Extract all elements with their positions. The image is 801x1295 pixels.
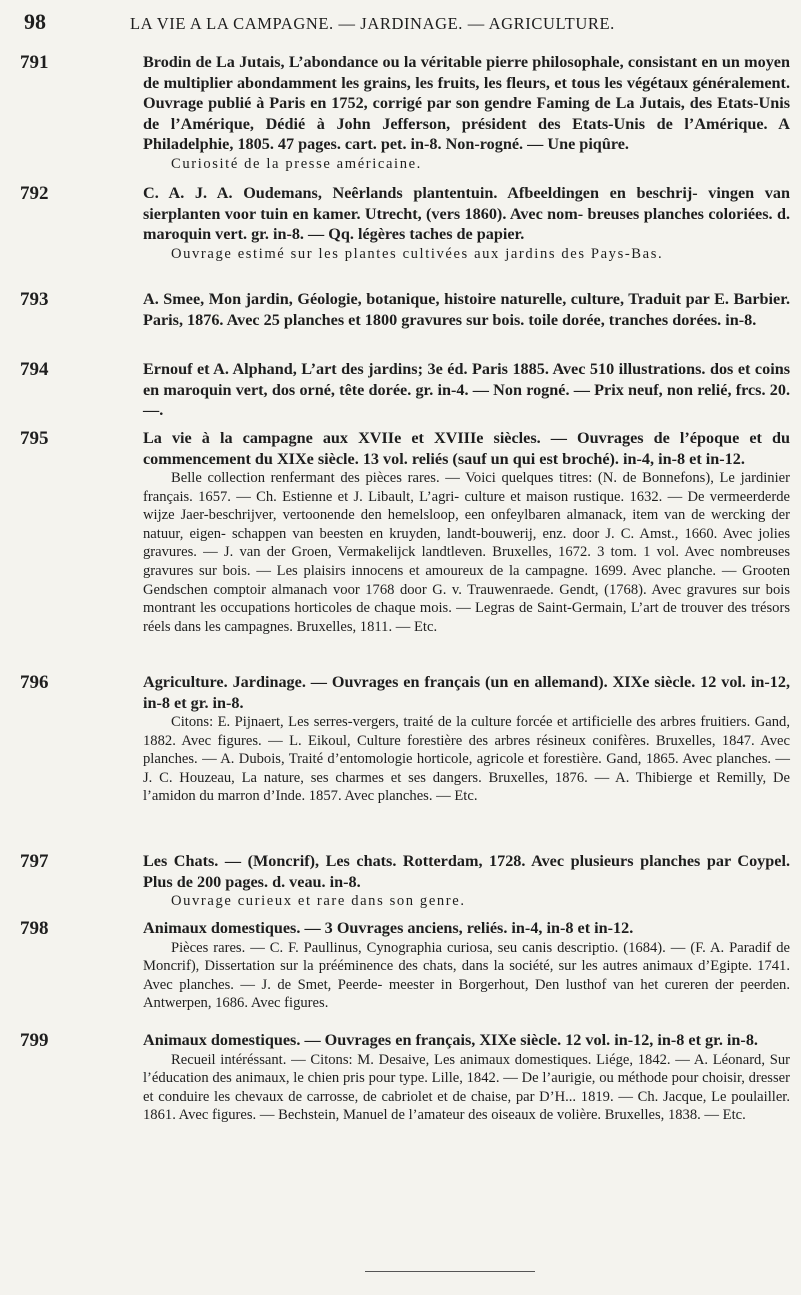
entry-note: Belle collection renfermant des pièces rares. — Voici quelques titres: (N. de Bonnefons), Le jardinier français. 1657. — Ch. Estienne et J. Libault, L’agri- culture et maison rustique. 1632. — De vermeerderde wijze Jaer-beschrijver, vertoonende den hemelsloop, een onfeylbaren almanack, item van de wercking der natuur, eigen- schappen van beesten en kruyden, landt-bouwerij, enz. door J. C. Amst., 1660. Avec jolies gravures. — J. van der Groen, Vermakelijck landtleven. Bruxelles, 1672. 3 tom. 1 vol. Avec nombreuses gravures sur bois. — Les plaisirs innocens et amoureux de la campagne. 1699. Avec planche. — Grooten Gendschen comptoir almanach voor 1768 door G. v. Trauwenraede. Gendt, (1768). Avec gravures sur bois montrant les occupations horticoles de chaque mois. — Legras de Saint-Germain, L’art de trouver des trésors réels dans les campagnes. Bruxelles, 1811. — Etc.	[143, 470, 790, 635]
lot-number: 796	[20, 672, 49, 693]
catalogue-entries	[20, 52, 790, 1125]
lot-number: 791	[20, 52, 49, 73]
catalogue-entry	[20, 183, 790, 289]
running-title: LA VIE A LA CAMPAGNE. — JARDINAGE. — AGRICULTURE.	[130, 14, 615, 33]
entry-note: Citons: E. Pijnaert, Les serres-vergers, traité de la culture forcée et artificielle des arbres fruitiers. Gand, 1882. Avec figures. — L. Eikoul, Culture forestière des arbres résineux conifères. Bruxelles, 1847. Avec planches. — A. Dubois, Traité d’entomologie horticole, agricole et forestière. Gand, 1865. Avec planches. — J. C. Houzeau, La nature, ses charmes et ses dangers. Bruxelles, 1876. — A. Thibierge et Remilly, De l’amidon du marron d’Inde. 1857. Avec planches. — Etc.	[143, 714, 790, 805]
lot-number: 794	[20, 359, 49, 380]
lot-number: 799	[20, 1030, 49, 1051]
lot-number: 792	[20, 183, 49, 204]
entry-note: Pièces rares. — C. F. Paullinus, Cynographia curiosa, seu canis descriptio. (1684). — (F. A. Paradif de Moncrif), Dissertation sur la prééminence des chats, dans la société, sur les autres animaux d’Egipte. 1741. Avec planches. — J. de Smet, Peerde- meester in Borgerhout, Den lusthof van het cureren der peerden. Antwerpen, 1686. Avec figures.	[143, 939, 790, 1012]
catalogue-entry	[20, 918, 790, 1030]
entry-description: A. Smee, Mon jardin, Géologie, botanique, histoire naturelle, culture, Traduit par E. Barbier. Paris, 1876. Avec 25 planches et 1800 gravures sur bois. toile dorée, tranches dorées. in-8.	[143, 290, 790, 329]
entry-note: Recueil intéréssant. — Citons: M. Desaive, Les animaux domestiques. Liége, 1842. — A. Léonard, Sur l’éducation des animaux, le chien pris pour type. Lille, 1842. — De l’aurigie, ou méthode pour choisir, dresser et conduire les chevaux de carrosse, de cabriolet et de chaise, par D’H... 1819. — Ch. Jacque, Le poulailler. 1861. Avec figures. — Bechstein, Manuel de l’amateur des oiseaux de volière. Bruxelles, 1838. — Etc.	[143, 1051, 790, 1124]
lot-number: 793	[20, 289, 49, 310]
entry-description: Agriculture. Jardinage. — Ouvrages en français (un en allemand). XIXe siècle. 12 vol. in-12, in-8 et gr. in-8.	[143, 673, 790, 712]
entry-description: Animaux domestiques. — 3 Ouvrages anciens, reliés. in-4, in-8 et in-12.	[143, 919, 634, 937]
entry-description: La vie à la campagne aux XVIIe et XVIIIe siècles. — Ouvrages de l’époque et du commencement du XIXe siècle. 13 vol. reliés (sauf un qui est broché). in-4, in-8 et in-12.	[143, 429, 790, 468]
catalogue-entry	[20, 428, 790, 672]
entry-description: Ernouf et A. Alphand, L’art des jardins; 3e éd. Paris 1885. Avec 510 illustrations. dos et coins en maroquin vert, dos orné, tête dorée. gr. in-4. — Non rogné. — Prix neuf, non relié, frcs. 20.—.	[143, 360, 790, 419]
catalogue-entry	[20, 851, 790, 918]
lot-number: 797	[20, 851, 49, 872]
catalogue-entry	[20, 672, 790, 851]
catalogue-entry	[20, 52, 790, 183]
entry-note: Ouvrage estimé sur les plantes cultivées aux jardins des Pays-Bas.	[171, 245, 664, 262]
entry-note: Ouvrage curieux et rare dans son genre.	[171, 893, 466, 909]
page-header	[24, 9, 784, 39]
entry-description: Les Chats. — (Moncrif), Les chats. Rotterdam, 1728. Avec plusieurs planches par Coypel. Plus de 200 pages. d. veau. in-8.	[143, 852, 790, 891]
entry-note: Curiosité de la presse américaine.	[171, 155, 422, 172]
entry-description: Brodin de La Jutais, L’abondance ou la véritable pierre philosophale, consistant en un moyen de multiplier abondamment les grains, les fruits, les fleurs, et tous les végétaux généralement. Ouvrage publié à Paris en 1752, corrigé par son gendre Faming de La Jutais, des Etats-Unis de l’Amérique, Dédié à John Jefferson, président des Etats-Unis de l’Amérique. A Philadelphie, 1805. 47 pages. cart. pet. in-8. Non-rogné. — Une piqûre.	[143, 53, 790, 153]
catalogue-entry	[20, 289, 790, 359]
catalogue-entry	[20, 1030, 790, 1125]
lot-number: 798	[20, 918, 49, 939]
entry-description: C. A. J. A. Oudemans, Neêrlands plantentuin. Afbeeldingen en beschrij- vingen van sierplanten voor tuin en kamer. Utrecht, (vers 1860). Avec nom- breuses planches coloriées. d. maroquin vert. gr. in-8. — Qq. légères taches de papier.	[143, 184, 790, 243]
catalogue-entry	[20, 359, 790, 428]
page-number: 98	[24, 9, 46, 34]
entry-description: Animaux domestiques. — Ouvrages en français, XIXe siècle. 12 vol. in-12, in-8 et gr. in-8.	[143, 1031, 758, 1049]
closing-rule	[365, 1271, 535, 1272]
lot-number: 795	[20, 428, 49, 449]
